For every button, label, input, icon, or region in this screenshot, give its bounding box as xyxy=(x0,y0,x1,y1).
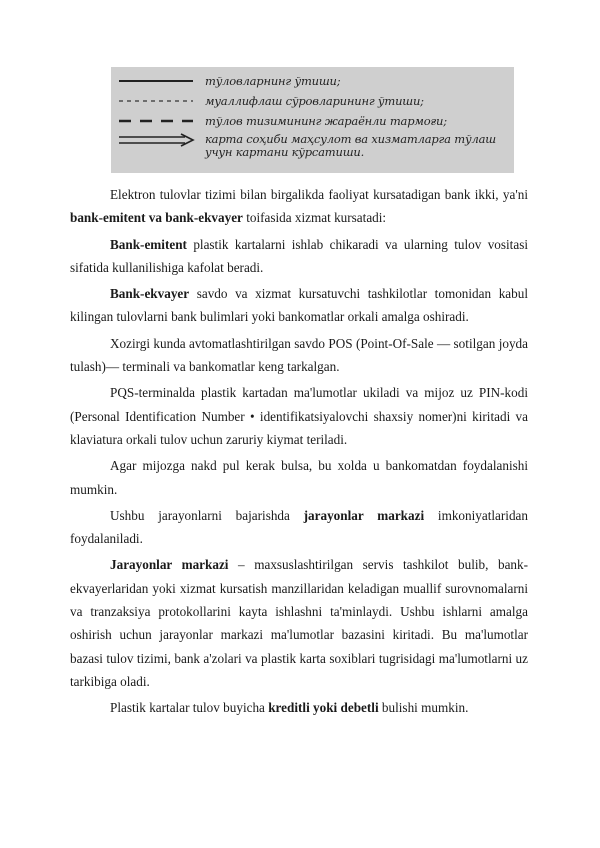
body-text xyxy=(70,183,528,720)
paragraph: Xozirgi kunda avtomatlashtirilgan savdo POS (Point-Of-Sale — sotilgan joyda tulash)— terminali va bankomatlar keng tarkalgan. xyxy=(70,335,528,375)
paragraph: Bank-ekvayer savdo va xizmat kursatuvchi tashkilotlar tomonidan kabul kilingan tulovlarni bank bulimlari yoki bankomatlar orkali amalga oshiradi. xyxy=(70,286,528,325)
legend-row xyxy=(117,111,508,131)
paragraph: Plastik kartalar tulov buyicha kreditli yoki debetli bulishi mumkin. xyxy=(110,700,469,716)
legend-row xyxy=(117,71,508,91)
legend-label: тўлов тизимининг жараёнли тармоғи; xyxy=(205,113,447,128)
fine-dashed-line-icon xyxy=(117,94,195,108)
paragraph: Bank-emitent plastik kartalarni ishlab chikaradi va ularning tulov vositasi sifatida kullanilishiga kafolat beradi. xyxy=(70,236,528,275)
long-dashed-line-icon xyxy=(117,114,195,128)
legend-figure xyxy=(111,67,514,173)
paragraph: Ushbu jarayonlarni bajarishda jarayonlar markazi imkoniyatlaridan foydalaniladi. xyxy=(70,507,529,547)
paragraph: PQS-terminalda plastik kartadan ma'lumotlar ukiladi va mijoz uz PIN-kodi (Personal Identification Number • identifikatsiyalovchi shaxsiy nomer)ni kiritadi va klaviatura orkali tulov uchun zaruriy kiymat teriladi. xyxy=(70,385,528,447)
legend-row xyxy=(117,91,508,111)
solid-line-icon xyxy=(117,74,195,88)
paragraph: Agar mijozga nakd pul kerak bulsa, bu xolda u bankomatdan foydalanishi mumkin. xyxy=(70,458,528,497)
legend-label: тўловларнинг ўтиши; xyxy=(205,73,341,88)
double-arrow-icon xyxy=(117,133,195,147)
legend-label: муаллифлаш сўровларининг ўтиши; xyxy=(205,93,424,108)
legend-row xyxy=(117,131,508,167)
legend-label: карта соҳиби маҳсулот ва хизматларга тўлаш учун картани кўрсатиши. xyxy=(205,132,496,159)
paragraph: Jarayonlar markazi – maxsuslashtirilgan servis tashkilot bulib, bank-ekvayerlaridan yoki xizmat kursatish manzillaridan keladigan muallif surovnomalarni va tranzaksiya protokollarini kayta ishlashni ta'minlaydi. Ushbu ishlarni amalga oshirish uchun jarayonlar markazi ma'lumotlar bazasini kiritadi. Bu ma'lumotlar bazasi tulov tizimi, bank a'zolari va plastik karta soxiblari tugrisidagi ma'lumotlarni uz tarkibiga oladi. xyxy=(70,557,529,689)
paragraph: Elektron tulovlar tizimi bilan birgalikda faoliyat kursatadigan bank ikki, ya'ni bank-emitent va bank-ekvayer toifasida xizmat kursatadi: xyxy=(70,187,528,226)
